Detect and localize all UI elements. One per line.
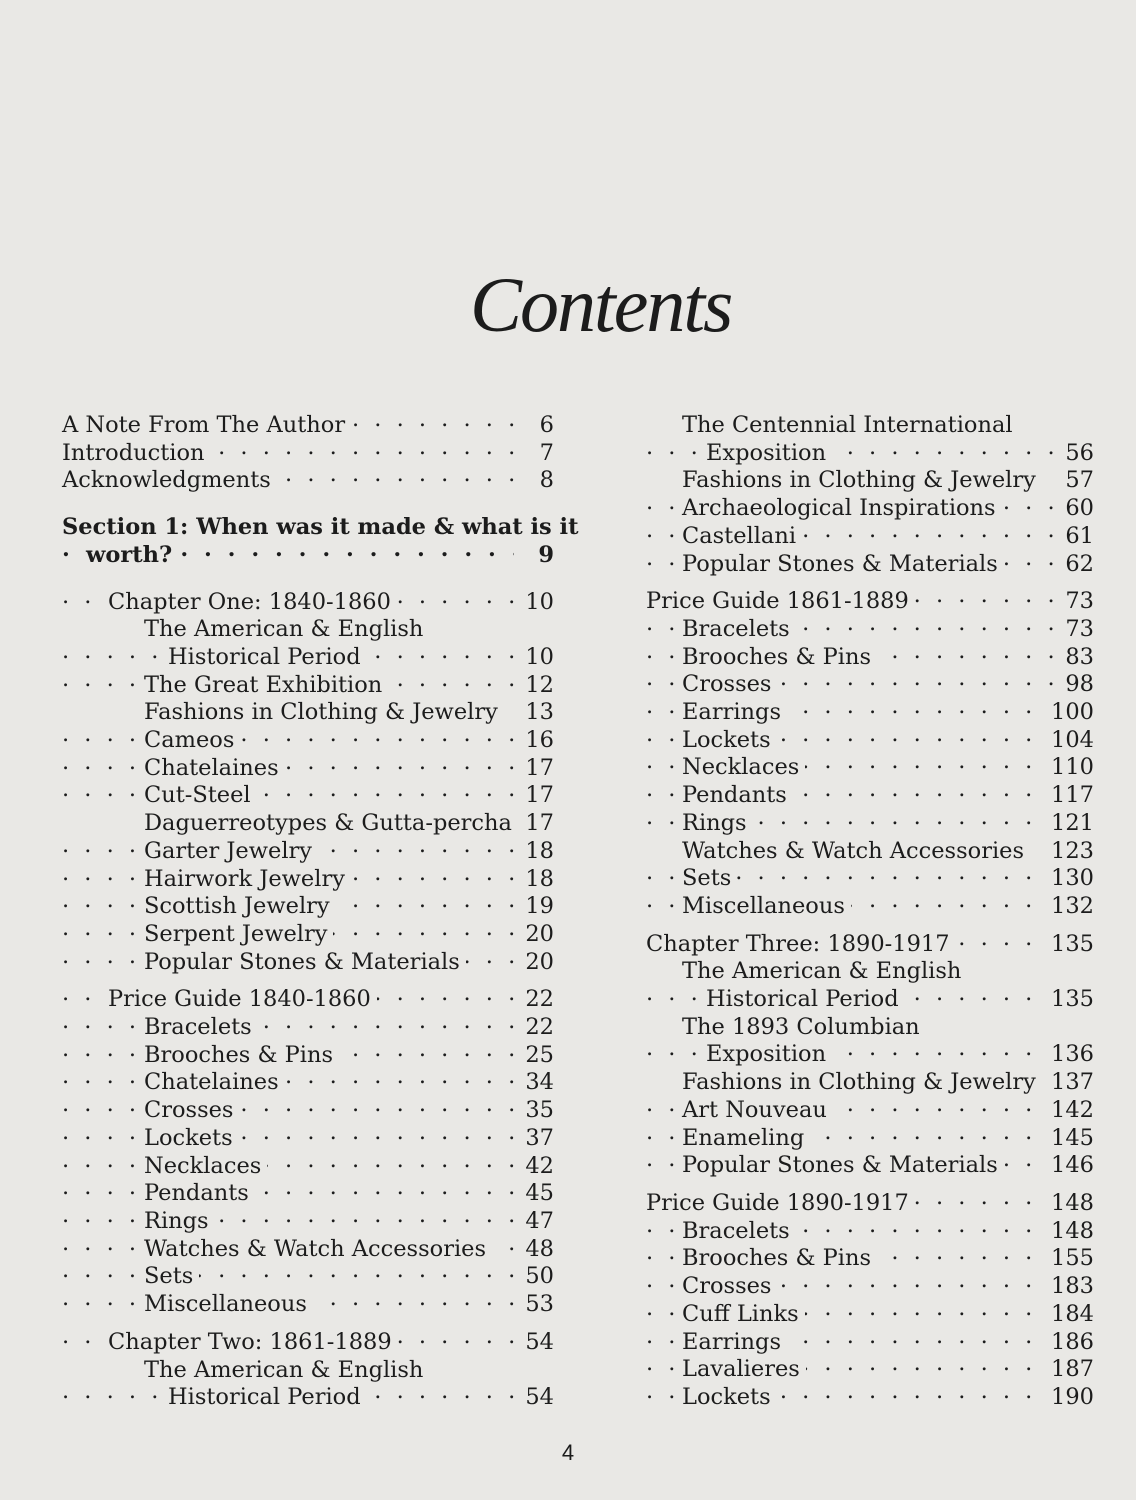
- toc-entry-label: The American & English: [144, 1357, 429, 1383]
- toc-entry-page: 45: [519, 1180, 554, 1208]
- toc-entry-label: Castellani: [682, 523, 802, 549]
- dot-leader: [62, 721, 514, 749]
- toc-right-column: [646, 412, 1094, 1412]
- toc-entry-label: Daguerreotypes & Gutta-percha: [144, 810, 518, 836]
- toc-entry-label: Cut-Steel: [144, 782, 257, 808]
- toc-entry-page: 54: [519, 1329, 554, 1357]
- toc-entry[interactable]: [646, 467, 1094, 495]
- toc-entry-label: The Centennial International: [682, 412, 1019, 438]
- toc-entry[interactable]: [62, 949, 554, 977]
- toc-entry-page: 18: [519, 838, 554, 866]
- toc-entry-page: 10: [519, 644, 554, 672]
- toc-entry[interactable]: [646, 1041, 1094, 1069]
- toc-entry-label: Chatelaines: [144, 1069, 285, 1095]
- toc-entry-label: Lockets: [144, 1125, 239, 1151]
- toc-entry[interactable]: [62, 589, 554, 617]
- toc-entry[interactable]: [646, 551, 1094, 579]
- toc-entry-page: 20: [519, 949, 554, 977]
- toc-entry-page: 6: [534, 412, 554, 440]
- toc-entry-label: The American & English: [144, 616, 429, 642]
- toc-entry-label: Lockets: [682, 727, 777, 753]
- toc-entry-label: Garter Jewelry: [144, 838, 318, 864]
- toc-entry-page: 146: [1045, 1152, 1094, 1180]
- toc-entry-label: Lockets: [682, 1384, 777, 1410]
- dot-leader: [62, 776, 514, 804]
- toc-entry-label: Sets: [144, 1263, 199, 1289]
- toc-entry-page: 135: [1045, 931, 1094, 959]
- page-number: 4: [561, 1440, 575, 1465]
- toc-entry-label: Lavalieres: [682, 1356, 806, 1382]
- toc-entry-page: 17: [519, 755, 554, 783]
- toc-entry-label: Scottish Jewelry: [144, 893, 336, 919]
- toc-entry-label: Popular Stones & Materials: [682, 551, 1004, 577]
- toc-entry-label: Cameos: [144, 727, 240, 753]
- toc-entry-page: 73: [1059, 616, 1094, 644]
- toc-entry-label: Earrings: [682, 1329, 787, 1355]
- toc-entry-label: Art Nouveau: [682, 1097, 833, 1123]
- dot-leader: [62, 1008, 514, 1036]
- toc-entry-page: 50: [519, 1263, 554, 1291]
- dot-leader: [62, 1174, 514, 1202]
- dot-leader: [62, 1091, 514, 1119]
- toc-entry-label: Historical Period: [706, 986, 905, 1012]
- toc-entry-label: Rings: [682, 810, 753, 836]
- toc-entry-page: 62: [1059, 551, 1094, 579]
- toc-entry[interactable]: [646, 838, 1094, 866]
- toc-entry-page: 8: [534, 467, 554, 495]
- toc-entry-label: Pendants: [144, 1180, 255, 1206]
- toc-entry-page: 136: [1045, 1041, 1094, 1069]
- toc-entry-page: 35: [519, 1097, 554, 1125]
- toc-entry-page: 123: [1045, 838, 1094, 866]
- toc-entry-page: 73: [1059, 588, 1094, 616]
- toc-entry-label: Sets: [682, 865, 737, 891]
- toc-entry-page: 98: [1059, 671, 1094, 699]
- toc-entry-label: Historical Period: [168, 644, 367, 670]
- toc-entry-label: Necklaces: [682, 754, 805, 780]
- toc-entry-page: 142: [1045, 1097, 1094, 1125]
- toc-entry[interactable]: [62, 672, 554, 700]
- toc-entry-label: Bracelets: [682, 616, 796, 642]
- toc-entry-label: Introduction: [62, 440, 211, 466]
- toc-entry-page: 17: [519, 782, 554, 810]
- toc-entry-label: Hairwork Jewelry: [144, 866, 351, 892]
- toc-entry-page: 132: [1045, 893, 1094, 921]
- dot-leader: [62, 1119, 514, 1147]
- toc-entry-label: Price Guide 1861-1889: [646, 588, 915, 614]
- toc-entry-page: 83: [1059, 644, 1094, 672]
- toc-entry-label: Exposition: [706, 1041, 832, 1067]
- toc-entry-page: 57: [1059, 467, 1094, 495]
- toc-entry-heading[interactable]: [62, 514, 579, 542]
- toc-entry-label: Chapter One: 1840-1860: [108, 589, 397, 615]
- toc-entry-page: 10: [519, 589, 554, 617]
- toc-entry-label: Bracelets: [682, 1218, 796, 1244]
- toc-entry-label: Chapter Three: 1890-1917: [646, 931, 956, 957]
- toc-entry-page: 186: [1045, 1329, 1094, 1357]
- toc-entry-page: 17: [519, 810, 554, 838]
- toc-entry-page: 22: [519, 986, 554, 1014]
- toc-entry-label: Chapter Two: 1861-1889: [108, 1329, 398, 1355]
- toc-entry-label: Brooches & Pins: [144, 1042, 339, 1068]
- toc-entry-label: Crosses: [682, 671, 777, 697]
- toc-entry[interactable]: [62, 782, 554, 810]
- toc-entry-label: The 1893 Columbian: [682, 1014, 926, 1040]
- toc-entry[interactable]: [646, 1384, 1094, 1412]
- toc-entry-label: Earrings: [682, 699, 787, 725]
- toc-entry[interactable]: [646, 986, 1094, 1014]
- toc-entry-page: 19: [519, 893, 554, 921]
- toc-entry-page: 18: [519, 866, 554, 894]
- toc-entry[interactable]: [646, 931, 1094, 959]
- toc-entry-page: 104: [1045, 727, 1094, 755]
- toc-entry-label: A Note From The Author: [62, 412, 351, 438]
- toc-entry-page: 145: [1045, 1125, 1094, 1153]
- toc-entry-label: Brooches & Pins: [682, 1245, 877, 1271]
- toc-entry-label: Chatelaines: [144, 755, 285, 781]
- toc-entry[interactable]: [646, 1069, 1094, 1097]
- toc-entry-label: Price Guide 1890-1917: [646, 1190, 915, 1216]
- toc-entry-page: 190: [1045, 1384, 1094, 1412]
- toc-entry-label: Fashions in Clothing & Jewelry: [682, 467, 1042, 493]
- toc-entry-label: Popular Stones & Materials: [682, 1152, 1004, 1178]
- toc-entry-page: 25: [519, 1042, 554, 1070]
- toc-entry-page: 187: [1045, 1356, 1094, 1384]
- toc-entry-page: 54: [519, 1384, 554, 1412]
- toc-entry-page: 121: [1045, 810, 1094, 838]
- toc-entry-label: Section 1: When was it made & what is it: [62, 514, 585, 540]
- toc-entry-page: 155: [1045, 1245, 1094, 1273]
- toc-entry-page: 148: [1045, 1218, 1094, 1246]
- toc-entry-page: 183: [1045, 1273, 1094, 1301]
- toc-entry-page: 16: [519, 727, 554, 755]
- toc-entry[interactable]: [62, 467, 554, 495]
- page-title: [470, 240, 732, 370]
- toc-entry-label: Fashions in Clothing & Jewelry: [144, 699, 504, 725]
- toc-entry-page: 130: [1045, 865, 1094, 893]
- toc-entry[interactable]: [62, 542, 554, 570]
- toc-entry-page: 110: [1045, 754, 1094, 782]
- toc-entry-label: Miscellaneous: [682, 893, 851, 919]
- toc-entry-label: The American & English: [682, 958, 967, 984]
- toc-entry-label: Archaeological Inspirations: [682, 495, 1002, 521]
- toc-entry[interactable]: [646, 810, 1094, 838]
- toc-entry-label: Serpent Jewelry: [144, 921, 333, 947]
- toc-entry-page: 47: [519, 1208, 554, 1236]
- toc-entry-label: Historical Period: [168, 1384, 367, 1410]
- toc-entry-label: worth?: [86, 542, 178, 568]
- toc-entry-label: Pendants: [682, 782, 793, 808]
- toc-entry-label: Crosses: [682, 1273, 777, 1299]
- toc-entry-page: 12: [519, 672, 554, 700]
- toc-entry-page: 7: [534, 440, 554, 468]
- toc-entry-label: The Great Exhibition: [144, 672, 388, 698]
- toc-entry-page: 135: [1045, 986, 1094, 1014]
- toc-entry-page: 100: [1045, 699, 1094, 727]
- toc-entry[interactable]: [62, 1291, 554, 1319]
- toc-entry-label: Brooches & Pins: [682, 644, 877, 670]
- page-title-text: Contents: [470, 261, 732, 348]
- toc-entry[interactable]: [646, 1152, 1094, 1180]
- toc-entry-label: Cuff Links: [682, 1301, 805, 1327]
- toc-entry-label: Necklaces: [144, 1153, 267, 1179]
- toc-entry-page: 20: [519, 921, 554, 949]
- toc-entry[interactable]: [62, 1384, 554, 1412]
- toc-entry-page: 9: [532, 542, 554, 570]
- toc-entry-label: Crosses: [144, 1097, 239, 1123]
- toc-entry-label: Watches & Watch Accessories: [144, 1236, 492, 1262]
- toc-entry-page: 42: [519, 1153, 554, 1181]
- toc-entry[interactable]: [62, 1329, 554, 1357]
- dot-leader: [62, 749, 514, 777]
- toc-entry-label: Enameling: [682, 1125, 810, 1151]
- toc-entry-page: 37: [519, 1125, 554, 1153]
- toc-entry-label: Watches & Watch Accessories: [682, 838, 1030, 864]
- toc-entry-page: 148: [1045, 1190, 1094, 1218]
- toc-entry-page: 53: [519, 1291, 554, 1319]
- toc-entry-page: 137: [1045, 1069, 1094, 1097]
- toc-entry-page: 61: [1059, 523, 1094, 551]
- toc-entry-page: 13: [519, 699, 554, 727]
- toc-entry-page: 48: [519, 1236, 554, 1264]
- toc-entry-page: 60: [1059, 495, 1094, 523]
- toc-entry-label: Bracelets: [144, 1014, 258, 1040]
- dot-leader: [62, 1202, 514, 1230]
- toc-entry-page: 34: [519, 1069, 554, 1097]
- toc-entry-page: 117: [1045, 782, 1094, 810]
- toc-entry-label: Acknowledgments: [62, 467, 277, 493]
- toc-entry-label: Popular Stones & Materials: [144, 949, 466, 975]
- toc-entry-page: 184: [1045, 1301, 1094, 1329]
- toc-entry-page: 22: [519, 1014, 554, 1042]
- toc-entry[interactable]: [646, 893, 1094, 921]
- toc-left-column: [62, 412, 579, 1412]
- toc-entry-label: Fashions in Clothing & Jewelry: [682, 1069, 1042, 1095]
- toc-entry-label: Miscellaneous: [144, 1291, 313, 1317]
- toc-spacer: [62, 495, 554, 514]
- toc-entry[interactable]: [646, 440, 1094, 468]
- toc-entry-label: Price Guide 1840-1860: [108, 986, 377, 1012]
- dot-leader: [62, 1147, 514, 1175]
- toc-entry-label: Rings: [144, 1208, 215, 1234]
- toc-entry-page: 56: [1059, 440, 1094, 468]
- toc-entry-label: Exposition: [706, 440, 832, 466]
